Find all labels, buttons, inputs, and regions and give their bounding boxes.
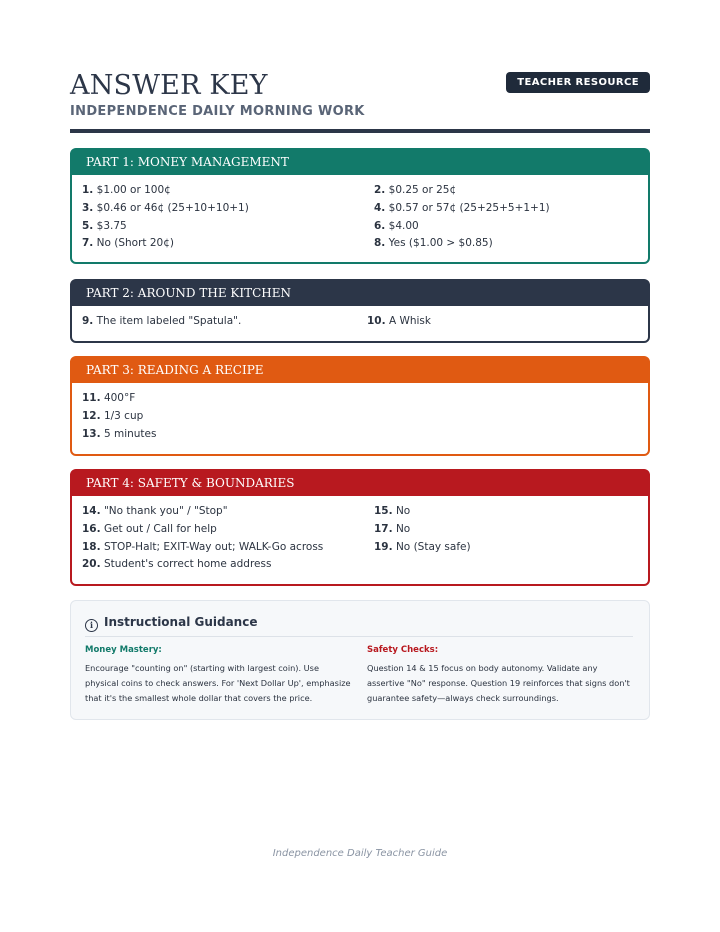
part1-left-column [82,182,249,253]
part1-section [70,148,650,264]
answer-item: 14. "No thank you" / "Stop" [82,505,228,517]
answer-item: 4. $0.57 or 57¢ (25+25+5+1+1) [374,201,550,214]
part4-left-column [82,503,323,574]
page-footer: Independence Daily Teacher Guide [272,848,448,859]
answer-item: 12. 1/3 cup [82,409,144,422]
answer-item: 2. $0.25 or 25¢ [374,184,457,196]
part2-heading: PART 2: AROUND THE KITCHEN [72,281,648,306]
part3-left-column [82,390,156,443]
page-header [70,0,650,134]
part4-answers [72,496,648,571]
header-divider [70,129,650,133]
part4-heading: PART 4: SAFETY & BOUNDARIES [72,471,648,496]
money-mastery-heading: Money Mastery: [85,645,162,655]
guidance-heading [85,615,257,632]
teacher-resource-badge: TEACHER RESOURCE [506,72,650,93]
instructional-guidance-box [70,600,650,720]
part3-section [70,356,650,456]
answer-item: 3. $0.46 or 46¢ (25+10+10+1) [82,201,249,214]
answer-item: 1. $1.00 or 100¢ [82,184,171,196]
part2-right-column [367,313,431,331]
part1-heading: PART 1: MONEY MANAGEMENT [72,150,648,175]
money-mastery-note [85,645,355,706]
answer-item: 15. No [374,505,411,517]
safety-checks-note [367,645,637,706]
money-mastery-text: Encourage "counting on" (starting with largest coin). Use physical coins to check answers. For 'Next Dollar Up', emphasize that it's the smallest whole dollar that covers the price. [85,663,351,703]
answer-item: 9. The item labeled "Spatula". [82,315,242,327]
info-icon: i [85,619,98,632]
guidance-divider [85,636,633,637]
part1-right-column [374,182,550,253]
part2-section [70,279,650,343]
answer-item: 13. 5 minutes [82,427,157,440]
part4-right-column [374,503,471,556]
answer-item: 17. No [374,522,411,535]
part1-answers [72,175,648,250]
safety-checks-text: Question 14 & 15 focus on body autonomy. Validate any assertive "No" response. Question 19 reinforces that signs don't guarantee safety—always check surroundings. [367,663,630,703]
page-subtitle: INDEPENDENCE DAILY MORNING WORK [70,104,365,119]
part3-heading: PART 3: READING A RECIPE [72,358,648,383]
answer-item: 20. Student's correct home address [82,558,272,571]
guidance-title: Instructional Guidance [104,615,258,629]
answer-item: 19. No (Stay safe) [374,540,471,553]
answer-item: 5. $3.75 [82,219,127,232]
part3-answers [72,383,648,440]
answer-item: 10. A Whisk [367,315,431,327]
answer-key-page [70,0,650,703]
answer-item: 16. Get out / Call for help [82,522,217,535]
safety-checks-heading: Safety Checks: [367,645,439,655]
answer-item: 18. STOP-Halt; EXIT-Way out; WALK-Go across [82,540,324,553]
answer-item: 11. 400°F [82,392,136,404]
part2-left-column [82,313,241,331]
page-title: ANSWER KEY [70,70,268,101]
answer-item: 6. $4.00 [374,219,419,232]
part4-section [70,469,650,586]
answer-item: 7. No (Short 20¢) [82,237,175,250]
answer-item: 8. Yes ($1.00 > $0.85) [374,237,493,250]
part2-answers [72,306,648,327]
